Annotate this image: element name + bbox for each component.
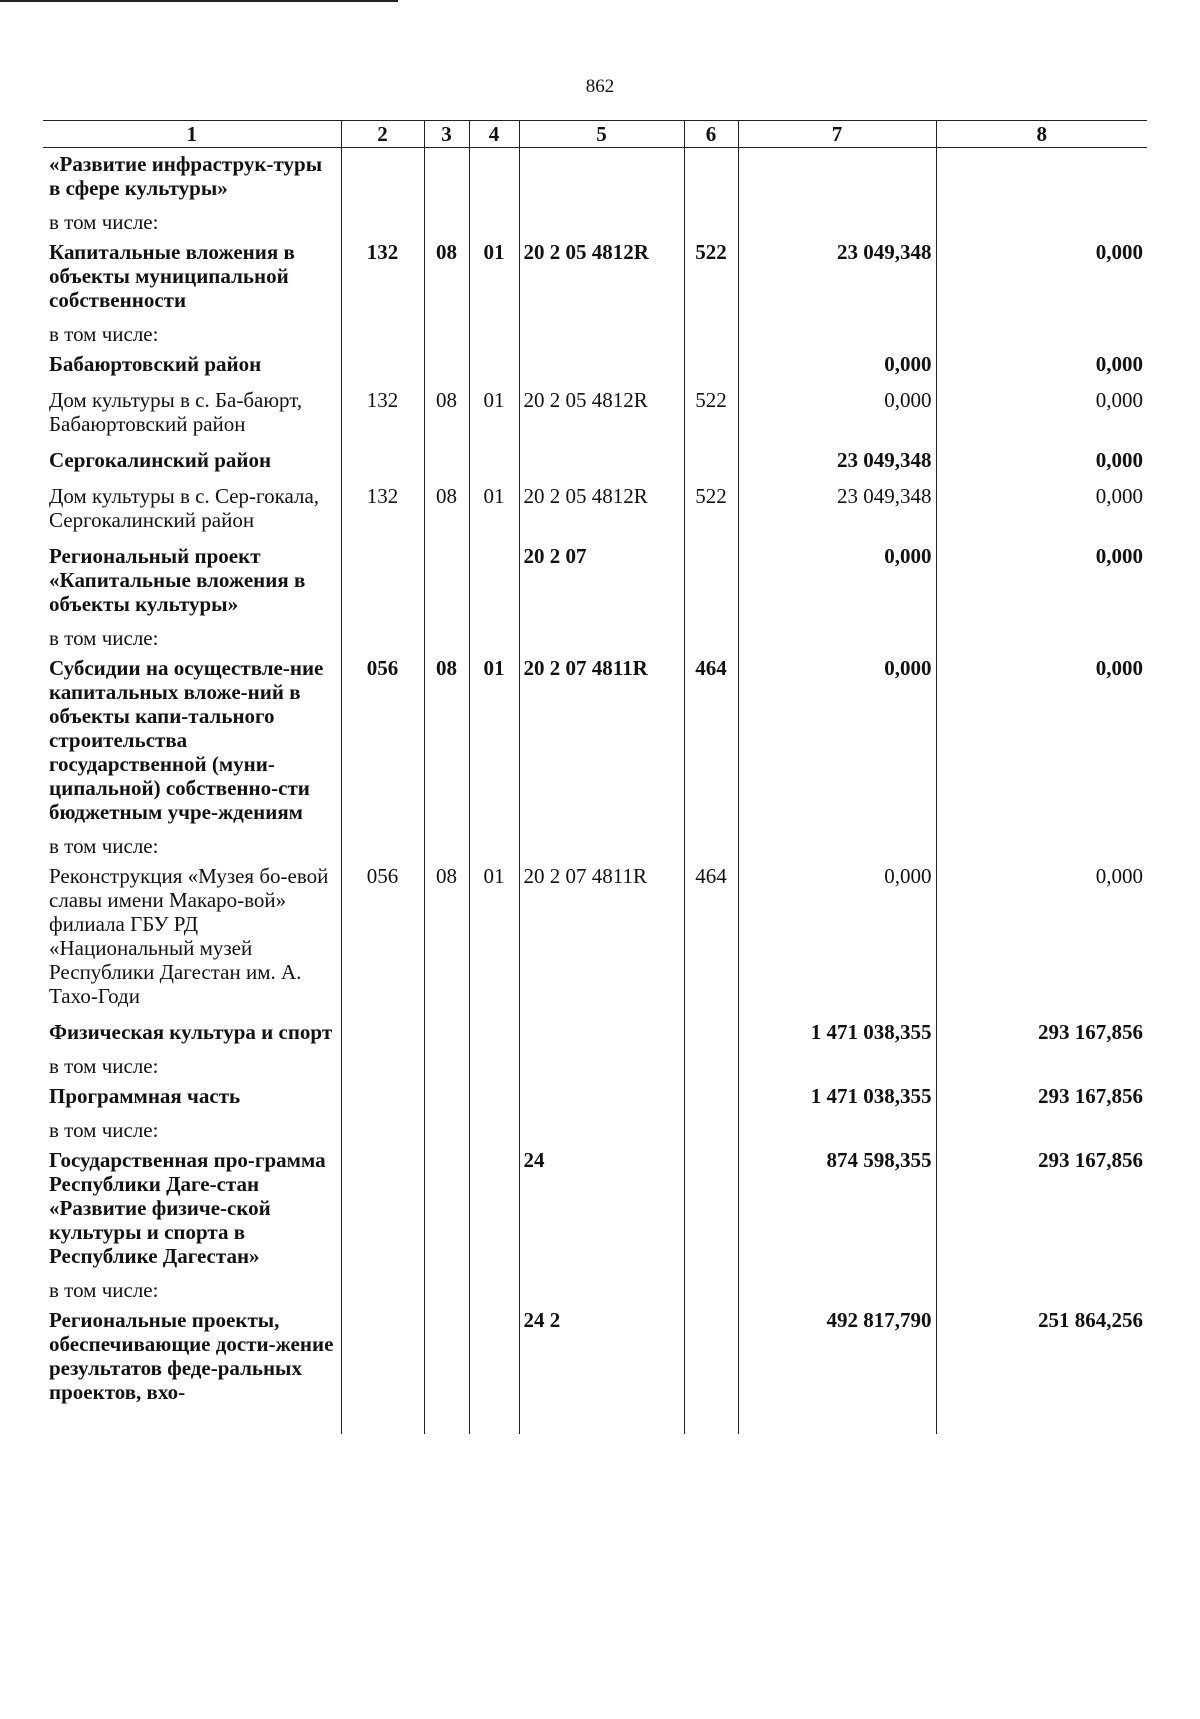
top-rule — [0, 0, 398, 2]
cell-code — [341, 1052, 424, 1080]
cell-code — [341, 1144, 424, 1276]
table-row — [43, 348, 1147, 384]
cell-amount-1 — [738, 832, 936, 860]
cell-target-article — [519, 624, 684, 652]
cell-amount-2: 0,000 — [936, 480, 1147, 540]
cell-subsection: 01 — [469, 384, 519, 444]
cell-section — [424, 1304, 469, 1412]
table-row — [43, 1016, 1147, 1052]
cell-expense-type: 522 — [684, 384, 738, 444]
cell-amount-2 — [936, 208, 1147, 236]
cell-code — [341, 1016, 424, 1052]
cell-amount-1: 492 817,790 — [738, 1304, 936, 1412]
cell-amount-2: 0,000 — [936, 236, 1147, 320]
cell-target-article — [519, 1052, 684, 1080]
cell-code — [341, 1276, 424, 1304]
cell-expense-type — [684, 444, 738, 480]
cell-expense-type: 464 — [684, 860, 738, 1016]
cell-name: Дом культуры в с. Сер-гокала, Сергокалинский район — [49, 484, 320, 532]
filler-cell — [684, 1412, 738, 1434]
cell-section — [424, 208, 469, 236]
cell-amount-1: 0,000 — [738, 652, 936, 832]
cell-subsection: 01 — [469, 480, 519, 540]
cell-amount-1: 1 471 038,355 — [738, 1080, 936, 1116]
cell-amount-1: 0,000 — [738, 540, 936, 624]
cell-subsection — [469, 1016, 519, 1052]
header-col-3: 3 — [424, 121, 469, 148]
cell-target-article: 24 2 — [519, 1304, 684, 1412]
cell-target-article: 20 2 07 — [519, 540, 684, 624]
cell-section — [424, 1052, 469, 1080]
cell-subsection: 01 — [469, 652, 519, 832]
cell-section — [424, 1016, 469, 1052]
cell-section — [424, 320, 469, 348]
table-row — [43, 652, 1147, 832]
table-row — [43, 1052, 1147, 1080]
cell-amount-1 — [738, 1052, 936, 1080]
cell-expense-type: 522 — [684, 480, 738, 540]
cell-subsection — [469, 1052, 519, 1080]
cell-code: 056 — [341, 860, 424, 1016]
cell-target-article: 20 2 05 4812R — [519, 480, 684, 540]
filler-cell — [738, 1412, 936, 1434]
cell-target-article — [519, 1016, 684, 1052]
cell-expense-type — [684, 540, 738, 624]
table-row — [43, 860, 1147, 1016]
cell-amount-2: 251 864,256 — [936, 1304, 1147, 1412]
cell-expense-type — [684, 148, 738, 209]
cell-code — [341, 348, 424, 384]
cell-name: в том числе: — [49, 322, 159, 346]
cell-name: Сергокалинский район — [49, 448, 272, 472]
cell-amount-1: 1 471 038,355 — [738, 1016, 936, 1052]
cell-amount-2 — [936, 832, 1147, 860]
cell-code — [341, 148, 424, 209]
cell-code: 132 — [341, 480, 424, 540]
cell-code — [341, 1080, 424, 1116]
table-header-row — [43, 121, 1147, 148]
cell-amount-2: 293 167,856 — [936, 1080, 1147, 1116]
cell-amount-1 — [738, 320, 936, 348]
cell-name: Региональные проекты, обеспечивающие дости-жение результатов феде-ральных проектов, вхо- — [49, 1308, 334, 1404]
cell-name: Субсидии на осуществле-ние капитальных вложе-ний в объекты капи-тального строительства государственной (муни-ципальной) собственно-сти бюджетным учре-ждениям — [49, 656, 324, 824]
header-col-7: 7 — [738, 121, 936, 148]
cell-subsection — [469, 1304, 519, 1412]
cell-name: Бабаюртовский район — [49, 352, 262, 376]
table-row — [43, 320, 1147, 348]
cell-amount-1: 0,000 — [738, 348, 936, 384]
cell-amount-1 — [738, 1116, 936, 1144]
cell-section: 08 — [424, 384, 469, 444]
cell-target-article — [519, 1116, 684, 1144]
table-row — [43, 1304, 1147, 1412]
cell-section — [424, 624, 469, 652]
cell-name: Дом культуры в с. Ба-баюрт, Бабаюртовский район — [49, 388, 303, 436]
header-col-1: 1 — [43, 121, 341, 148]
cell-subsection — [469, 148, 519, 209]
cell-target-article: 20 2 05 4812R — [519, 236, 684, 320]
cell-amount-2: 0,000 — [936, 384, 1147, 444]
cell-name: в том числе: — [49, 210, 159, 234]
cell-section: 08 — [424, 480, 469, 540]
filler-cell — [341, 1412, 424, 1434]
cell-amount-2: 0,000 — [936, 860, 1147, 1016]
filler-cell — [424, 1412, 469, 1434]
table-row — [43, 1144, 1147, 1276]
cell-section — [424, 148, 469, 209]
cell-target-article: 24 — [519, 1144, 684, 1276]
cell-amount-1 — [738, 624, 936, 652]
cell-expense-type — [684, 1144, 738, 1276]
cell-name: Реконструкция «Музея бо-евой славы имени Макаро-вой» филиала ГБУ РД «Национальный музей Республики Дагестан им. А. Тахо-Годи — [49, 864, 329, 1008]
cell-section — [424, 1080, 469, 1116]
table-row — [43, 384, 1147, 444]
cell-amount-2: 293 167,856 — [936, 1144, 1147, 1276]
cell-name: в том числе: — [49, 1278, 159, 1302]
cell-expense-type — [684, 1304, 738, 1412]
cell-section: 08 — [424, 860, 469, 1016]
cell-subsection — [469, 624, 519, 652]
cell-name: Государственная про-грамма Республики Даге-стан «Развитие физиче-ской культуры и спорта в Республике Дагестан» — [49, 1148, 326, 1268]
cell-name: в том числе: — [49, 1118, 159, 1142]
cell-amount-2 — [936, 624, 1147, 652]
cell-code: 132 — [341, 236, 424, 320]
cell-code — [341, 540, 424, 624]
cell-target-article — [519, 320, 684, 348]
cell-target-article — [519, 348, 684, 384]
cell-amount-2 — [936, 1052, 1147, 1080]
cell-subsection — [469, 208, 519, 236]
table-row — [43, 1080, 1147, 1116]
table-row — [43, 1276, 1147, 1304]
cell-target-article: 20 2 05 4812R — [519, 384, 684, 444]
cell-name: Региональный проект «Капитальные вложения в объекты культуры» — [49, 544, 306, 616]
cell-amount-2 — [936, 148, 1147, 209]
cell-expense-type — [684, 1116, 738, 1144]
cell-section — [424, 348, 469, 384]
filler-cell — [469, 1412, 519, 1434]
cell-amount-2 — [936, 1116, 1147, 1144]
cell-section — [424, 832, 469, 860]
filler-cell — [43, 1412, 341, 1434]
table-row — [43, 148, 1147, 209]
table-row — [43, 208, 1147, 236]
cell-name: Физическая культура и спорт — [49, 1020, 333, 1044]
cell-code — [341, 624, 424, 652]
cell-subsection — [469, 1116, 519, 1144]
cell-expense-type — [684, 1276, 738, 1304]
header-col-8: 8 — [936, 121, 1147, 148]
cell-section — [424, 1116, 469, 1144]
cell-target-article — [519, 208, 684, 236]
cell-expense-type — [684, 1080, 738, 1116]
cell-name: в том числе: — [49, 626, 159, 650]
cell-target-article — [519, 148, 684, 209]
cell-amount-1 — [738, 208, 936, 236]
cell-name: в том числе: — [49, 834, 159, 858]
cell-name: в том числе: — [49, 1054, 159, 1078]
cell-section — [424, 1144, 469, 1276]
cell-expense-type — [684, 320, 738, 348]
cell-subsection — [469, 1276, 519, 1304]
budget-table — [43, 120, 1147, 1434]
cell-expense-type — [684, 832, 738, 860]
cell-amount-1: 23 049,348 — [738, 444, 936, 480]
cell-amount-1: 874 598,355 — [738, 1144, 936, 1276]
cell-code: 056 — [341, 652, 424, 832]
cell-section — [424, 444, 469, 480]
cell-subsection — [469, 1144, 519, 1276]
cell-amount-2 — [936, 320, 1147, 348]
table-row — [43, 444, 1147, 480]
cell-amount-2: 0,000 — [936, 348, 1147, 384]
header-col-5: 5 — [519, 121, 684, 148]
cell-amount-1 — [738, 1276, 936, 1304]
cell-target-article — [519, 832, 684, 860]
cell-code — [341, 1304, 424, 1412]
header-col-4: 4 — [469, 121, 519, 148]
header-col-6: 6 — [684, 121, 738, 148]
cell-subsection — [469, 444, 519, 480]
cell-subsection — [469, 1080, 519, 1116]
cell-code — [341, 1116, 424, 1144]
cell-code: 132 — [341, 384, 424, 444]
cell-amount-1: 23 049,348 — [738, 236, 936, 320]
table-filler-row — [43, 1412, 1147, 1434]
table-row — [43, 480, 1147, 540]
header-col-2: 2 — [341, 121, 424, 148]
cell-target-article: 20 2 07 4811R — [519, 860, 684, 1016]
cell-expense-type — [684, 208, 738, 236]
table-body — [43, 148, 1147, 1435]
cell-target-article: 20 2 07 4811R — [519, 652, 684, 832]
cell-subsection — [469, 348, 519, 384]
cell-subsection — [469, 320, 519, 348]
table-row — [43, 540, 1147, 624]
cell-amount-2 — [936, 1276, 1147, 1304]
table-row — [43, 1116, 1147, 1144]
cell-amount-2: 0,000 — [936, 444, 1147, 480]
table-row — [43, 832, 1147, 860]
cell-subsection — [469, 832, 519, 860]
cell-amount-2: 293 167,856 — [936, 1016, 1147, 1052]
cell-expense-type — [684, 624, 738, 652]
cell-amount-1 — [738, 148, 936, 209]
table-row — [43, 236, 1147, 320]
cell-amount-2: 0,000 — [936, 540, 1147, 624]
cell-amount-1: 0,000 — [738, 860, 936, 1016]
cell-expense-type — [684, 348, 738, 384]
cell-target-article — [519, 444, 684, 480]
cell-amount-2: 0,000 — [936, 652, 1147, 832]
cell-subsection: 01 — [469, 860, 519, 1016]
cell-target-article — [519, 1276, 684, 1304]
table-row — [43, 624, 1147, 652]
cell-expense-type — [684, 1016, 738, 1052]
cell-code — [341, 208, 424, 236]
cell-section: 08 — [424, 236, 469, 320]
cell-target-article — [519, 1080, 684, 1116]
filler-cell — [519, 1412, 684, 1434]
cell-name: «Развитие инфраструк-туры в сфере культуры» — [49, 152, 323, 200]
cell-section — [424, 1276, 469, 1304]
cell-name: Капитальные вложения в объекты муниципальной собственности — [49, 240, 295, 312]
cell-expense-type: 464 — [684, 652, 738, 832]
cell-code — [341, 832, 424, 860]
cell-amount-1: 23 049,348 — [738, 480, 936, 540]
filler-cell — [936, 1412, 1147, 1434]
cell-name: Программная часть — [49, 1084, 241, 1108]
cell-subsection: 01 — [469, 236, 519, 320]
cell-subsection — [469, 540, 519, 624]
cell-section — [424, 540, 469, 624]
cell-section: 08 — [424, 652, 469, 832]
cell-expense-type: 522 — [684, 236, 738, 320]
cell-code — [341, 444, 424, 480]
cell-amount-1: 0,000 — [738, 384, 936, 444]
page-number: 862 — [585, 76, 615, 97]
cell-code — [341, 320, 424, 348]
cell-expense-type — [684, 1052, 738, 1080]
